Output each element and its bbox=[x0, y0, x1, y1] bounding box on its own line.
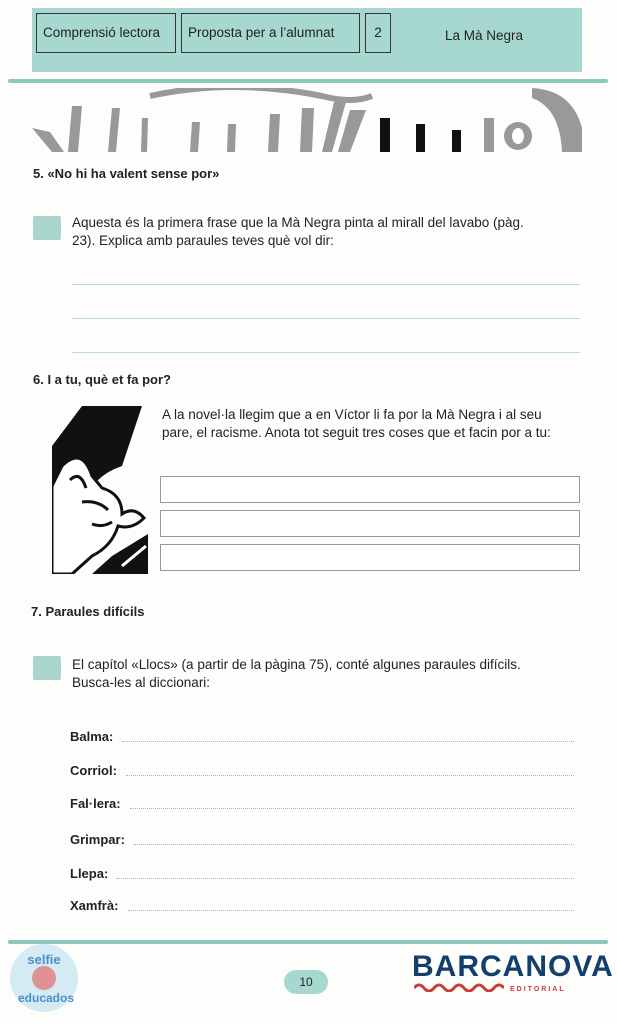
word-label: Fal·lera: bbox=[70, 796, 121, 811]
fear-answer-box[interactable] bbox=[160, 544, 580, 571]
answer-marker-square bbox=[33, 216, 61, 240]
word-label: Balma: bbox=[70, 729, 114, 744]
word-label: Grimpar: bbox=[70, 832, 125, 847]
definition-line[interactable] bbox=[116, 878, 574, 879]
fear-answer-box[interactable] bbox=[160, 510, 580, 537]
word-label: Xamfrà: bbox=[70, 898, 119, 913]
stamp-text-bottom: educados bbox=[17, 991, 75, 1005]
section-5-heading: 5. «No hi ha valent sense por» bbox=[33, 166, 220, 181]
section-6-heading: 6. I a tu, què et fa por? bbox=[33, 372, 171, 387]
book-title: La Mà Negra bbox=[445, 28, 524, 43]
section-7-instructions: El capítol «Llocs» (a partir de la pàgina 75), conté algunes paraules difícils. Busca-les al diccionari: bbox=[72, 657, 521, 690]
definition-line[interactable] bbox=[134, 844, 574, 845]
footer-divider bbox=[8, 940, 608, 944]
header-divider bbox=[8, 79, 608, 83]
logo-wave-icon bbox=[414, 982, 504, 992]
answer-line[interactable] bbox=[72, 318, 580, 319]
fear-answer-box[interactable] bbox=[160, 476, 580, 503]
definition-line[interactable] bbox=[128, 910, 574, 911]
section-7-heading: 7. Paraules difícils bbox=[31, 604, 145, 619]
word-label: Corriol: bbox=[70, 763, 117, 778]
banner-illustration bbox=[32, 88, 582, 152]
page-number: 10 bbox=[284, 970, 328, 994]
answer-line[interactable] bbox=[72, 352, 580, 353]
black-hand-illustration bbox=[52, 406, 152, 574]
tab-proposta-alumnat[interactable]: Proposta per a l’alumnat bbox=[181, 13, 360, 53]
section-5-instructions: Aquesta és la primera frase que la Mà Negra pinta al mirall del lavabo (pàg. 23). Explica amb paraules teves què vol dir: bbox=[72, 215, 524, 248]
tab-unit-number[interactable]: 2 bbox=[365, 13, 391, 53]
definition-line[interactable] bbox=[126, 775, 574, 776]
publisher-subtitle: EDITORIAL bbox=[510, 986, 566, 993]
stamp-text-top: selfie bbox=[27, 952, 61, 967]
definition-line[interactable] bbox=[130, 808, 574, 809]
section-6-instructions: A la novel·la llegim que a en Víctor li fa por la Mà Negra i al seu pare, el racisme. Anota tot seguit tres coses que et facin por a tu: bbox=[162, 407, 551, 440]
answer-line[interactable] bbox=[72, 284, 580, 285]
publisher-logo: BARCANOVA bbox=[412, 950, 614, 983]
word-label: Llepa: bbox=[70, 866, 109, 881]
answer-marker-square bbox=[33, 656, 61, 680]
definition-line[interactable] bbox=[122, 741, 574, 742]
watermark-stamp bbox=[6, 940, 82, 1016]
tab-comprensio-lectora[interactable]: Comprensió lectora bbox=[36, 13, 176, 53]
